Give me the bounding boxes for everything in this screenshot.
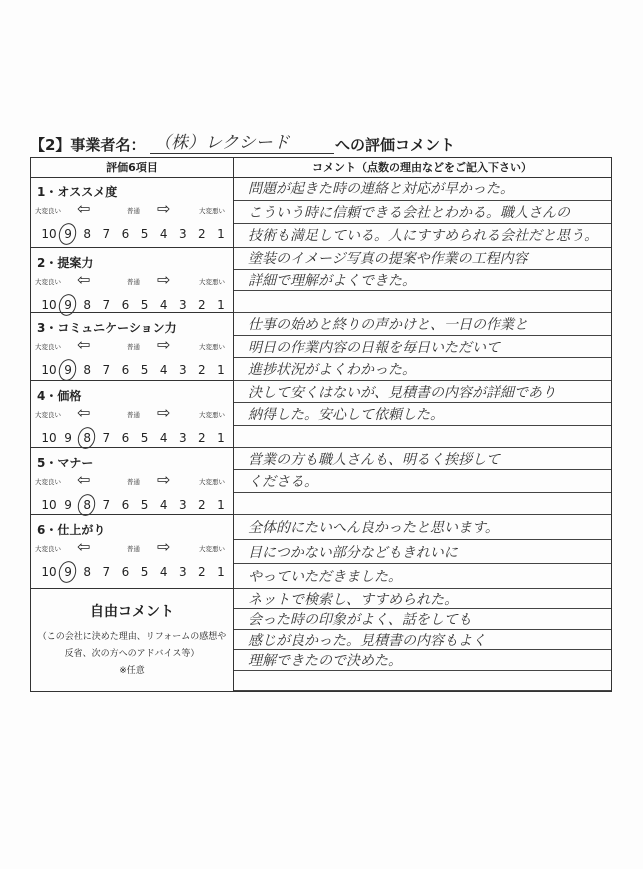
score-option: 5 (140, 498, 149, 512)
score-option: 8 (83, 565, 92, 579)
scale-label-worst: 大変悪い (199, 343, 225, 351)
score-option: 7 (102, 431, 111, 445)
left-arrow-icon: ⇦ (77, 470, 91, 489)
comment-line: 仕事の始めと終りの声かけと、一日の作業と (234, 313, 611, 336)
score-option: 6 (121, 498, 130, 512)
comment-line: 納得した。安心して依頼した。 (234, 403, 611, 425)
score-option: 7 (102, 298, 111, 312)
score-option: 2 (198, 498, 206, 512)
comment-line: 目につかない部分などもきれいに (234, 540, 611, 565)
form-title: 【2】事業者名： (30, 136, 146, 154)
free-comment-line: 理解できたので決めた。 (234, 650, 611, 670)
score-option: 3 (178, 363, 187, 377)
evaluation-section (31, 248, 233, 313)
score-options (41, 363, 229, 377)
evaluation-section (31, 381, 233, 448)
free-comment-line: ネットで検索し、すすめられた。 (234, 589, 611, 609)
scale-label-worst: 大変悪い (199, 478, 225, 486)
score-option: 8 (83, 363, 92, 377)
score-option: 1 (217, 565, 225, 579)
score-option: 3 (178, 498, 187, 512)
comment-line: 決して安くはないが、見積書の内容が詳細であり (234, 381, 611, 403)
scale-label-average: 普通 (127, 207, 140, 215)
scale-label-average: 普通 (127, 343, 140, 351)
free-comment-optional-note: ※任意 (119, 666, 145, 676)
score-option: 1 (217, 431, 225, 445)
score-option: 6 (121, 363, 130, 377)
comment-line: 全体的にたいへん良かったと思います。 (234, 515, 611, 540)
right-arrow-icon: ⇨ (157, 199, 171, 218)
score-option: 9 (64, 498, 72, 512)
scale-label-average: 普通 (127, 545, 140, 553)
score-option: 6 (121, 227, 130, 241)
scale-label-worst: 大変悪い (199, 207, 225, 215)
score-option: 3 (178, 565, 187, 579)
free-comment-title: 自由コメント (90, 604, 174, 620)
comment-line: 技術も満足している。人にすすめられる会社だと思う。 (234, 224, 611, 248)
free-comment-line (234, 671, 611, 691)
left-arrow-icon: ⇦ (77, 403, 91, 422)
right-arrow-icon: ⇨ (157, 470, 171, 489)
evaluation-section (31, 177, 233, 248)
score-option: 10 (41, 431, 57, 445)
score-option: 3 (178, 431, 187, 445)
section-name: 3・コミュニケーション力 (37, 321, 177, 335)
comment-line: 塗装のイメージ写真の提案や作業の工程内容 (234, 248, 611, 270)
left-arrow-icon: ⇦ (77, 537, 91, 556)
selected-score: 9 (60, 565, 76, 579)
right-arrow-icon: ⇨ (157, 335, 171, 354)
comment-line: 問題が起きた時の連絡と対応が早かった。 (234, 177, 611, 201)
score-option: 2 (198, 431, 206, 445)
score-option: 4 (159, 298, 168, 312)
right-arrow-icon: ⇨ (157, 270, 171, 289)
score-option: 1 (217, 363, 225, 377)
score-options (41, 298, 229, 312)
score-option: 4 (159, 498, 168, 512)
scale-label-best: 大変良い (35, 478, 61, 486)
comment-line: やっていただきました。 (234, 564, 611, 589)
scale-label-worst: 大変悪い (199, 545, 225, 553)
score-option: 10 (41, 498, 57, 512)
score-option: 1 (217, 298, 225, 312)
score-option: 2 (198, 227, 206, 241)
scale-label-best: 大変良い (35, 207, 61, 215)
score-option: 3 (178, 298, 187, 312)
score-option: 2 (198, 565, 206, 579)
right-arrow-icon: ⇨ (157, 537, 171, 556)
score-option: 10 (41, 363, 57, 377)
scale-label-average: 普通 (127, 278, 140, 286)
score-option: 5 (140, 363, 149, 377)
score-option: 8 (83, 227, 92, 241)
section-name: 5・マナー (37, 456, 94, 470)
comment-line: 詳細で理解がよくできた。 (234, 270, 611, 292)
score-option: 5 (140, 298, 149, 312)
score-option: 6 (121, 298, 130, 312)
column-header-comments: コメント（点数の理由などをご記入下さい） (233, 158, 611, 178)
score-option: 7 (102, 498, 111, 512)
form-title-suffix: への評価コメント (335, 136, 456, 154)
comment-line (234, 291, 611, 313)
score-option: 5 (140, 227, 149, 241)
selected-score: 9 (60, 363, 76, 377)
section-name: 4・価格 (37, 389, 82, 403)
score-option: 2 (198, 363, 206, 377)
selected-score: 9 (60, 298, 76, 312)
score-options (41, 498, 229, 512)
score-option: 10 (41, 227, 57, 241)
score-options (41, 227, 229, 241)
score-options (41, 565, 229, 579)
comment-line: 営業の方も職人さんも、明るく挨拶して (234, 448, 611, 470)
selected-score: 9 (60, 227, 76, 241)
right-arrow-icon: ⇨ (157, 403, 171, 422)
score-option: 8 (83, 298, 92, 312)
score-option: 10 (41, 298, 57, 312)
section-name: 2・提案力 (37, 256, 94, 270)
scale-label-worst: 大変悪い (199, 278, 225, 286)
scale-label-best: 大変良い (35, 545, 61, 553)
evaluation-section (31, 313, 233, 381)
score-option: 3 (178, 227, 187, 241)
scale-label-best: 大変良い (35, 343, 61, 351)
comment-line: くださる。 (234, 470, 611, 492)
comment-line (234, 493, 611, 515)
business-name-field: （株）レクシード (150, 128, 334, 154)
score-option: 7 (102, 227, 111, 241)
left-arrow-icon: ⇦ (77, 270, 91, 289)
score-option: 4 (159, 227, 168, 241)
left-arrow-icon: ⇦ (77, 199, 91, 218)
free-comment-description-2: 反省、次の方へのアドバイス等） (64, 649, 200, 659)
score-option: 10 (41, 565, 57, 579)
scale-label-average: 普通 (127, 478, 140, 486)
score-option: 6 (121, 565, 130, 579)
left-arrow-icon: ⇦ (77, 335, 91, 354)
free-comment-line: 感じが良かった。見積書の内容もよく (234, 630, 611, 650)
score-options (41, 431, 229, 445)
comment-line: こういう時に信頼できる会社とわかる。職人さんの (234, 201, 611, 225)
score-option: 6 (121, 431, 130, 445)
comment-line (234, 426, 611, 448)
score-option: 5 (140, 565, 149, 579)
score-option: 2 (198, 298, 206, 312)
column-header-items: 評価6項目 (31, 158, 233, 178)
section-name: 1・オススメ度 (37, 185, 118, 199)
evaluation-section (31, 515, 233, 589)
free-comment-label (31, 589, 233, 691)
selected-score: 8 (79, 498, 95, 512)
scale-label-worst: 大変悪い (199, 411, 225, 419)
score-option: 5 (140, 431, 149, 445)
score-option: 1 (217, 498, 225, 512)
comment-line: 明日の作業内容の日報を毎日いただいて (234, 336, 611, 359)
score-option: 7 (102, 363, 111, 377)
score-option: 4 (159, 565, 168, 579)
score-option: 4 (159, 363, 168, 377)
free-comment-line: 会った時の印象がよく、話をしても (234, 609, 611, 629)
free-comment-description: （この会社に決めた理由、リフォームの感想や (37, 632, 227, 642)
score-option: 9 (64, 431, 72, 445)
scale-label-average: 普通 (127, 411, 140, 419)
score-option: 7 (102, 565, 111, 579)
evaluation-section (31, 448, 233, 515)
comment-line: 進捗状況がよくわかった。 (234, 358, 611, 381)
scale-label-best: 大変良い (35, 278, 61, 286)
evaluation-table (30, 157, 612, 692)
selected-score: 8 (79, 431, 95, 445)
section-name: 6・仕上がり (37, 523, 106, 537)
score-option: 4 (159, 431, 168, 445)
scale-label-best: 大変良い (35, 411, 61, 419)
score-option: 1 (217, 227, 225, 241)
